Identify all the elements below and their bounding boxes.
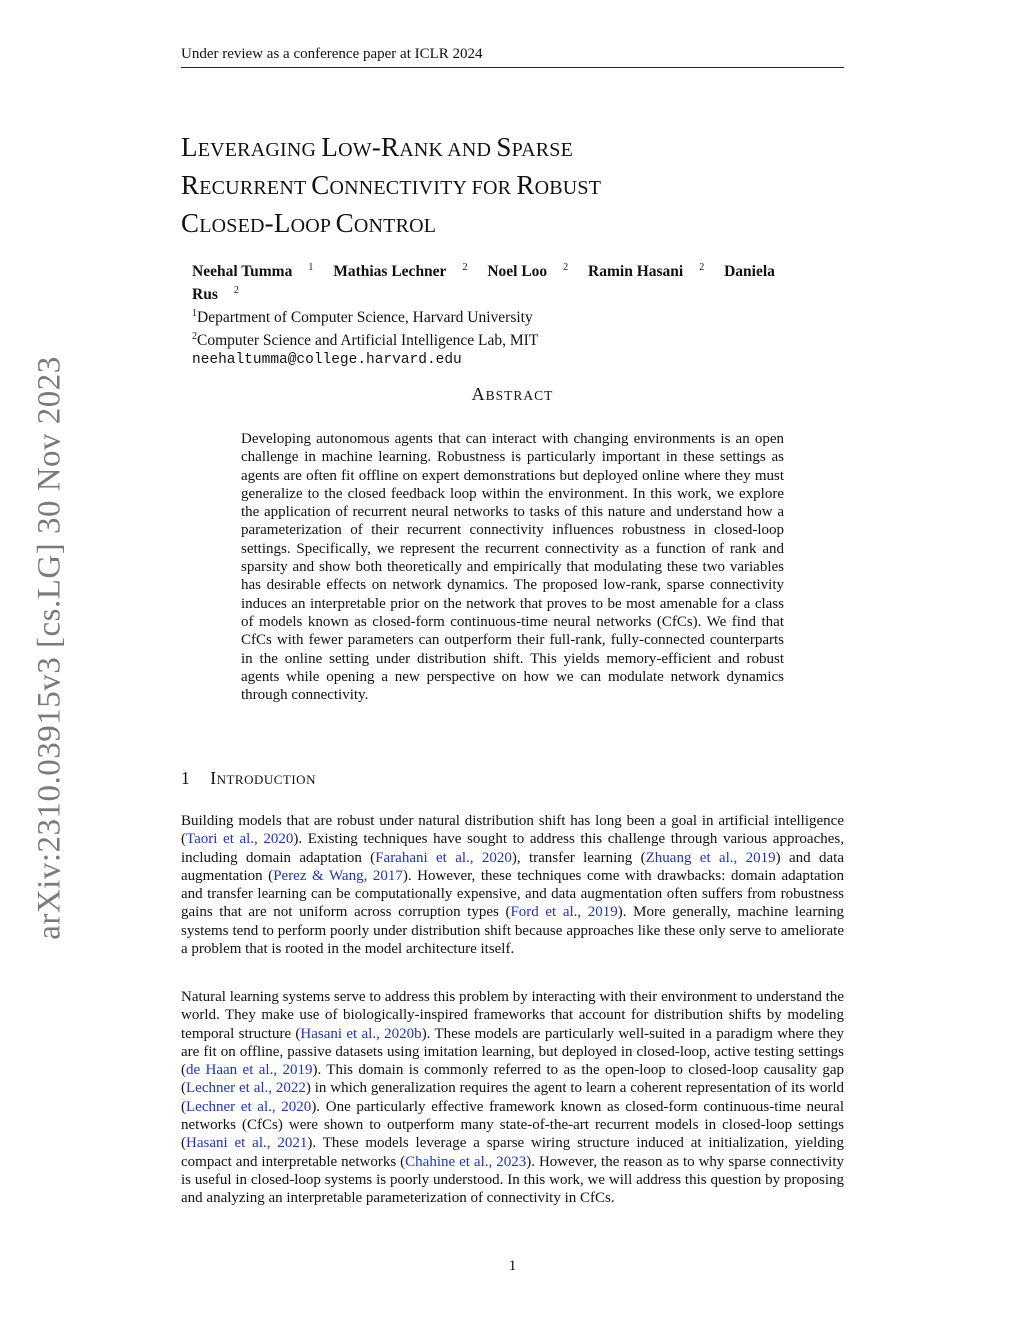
citation-link[interactable]: de Haan et al., 2019 xyxy=(186,1062,313,1079)
author-name: Ramin Hasani $^2$ xyxy=(588,262,705,281)
citation-link[interactable]: Lechner et al., 2020 xyxy=(186,1098,312,1115)
author-name: Mathias Lechner $^2$ xyxy=(333,262,468,281)
paper-title xyxy=(181,130,821,244)
title-line-1: LEVERAGING LOW-RANK AND SPARSE xyxy=(181,132,574,162)
citation-link[interactable]: Farahani et al., 2020 xyxy=(375,849,512,866)
title-line-2: RECURRENT CONNECTIVITY FOR ROBUST xyxy=(181,170,602,200)
citation-link[interactable]: Perez & Wang, 2017 xyxy=(273,867,403,884)
citation-link[interactable]: Hasani et al., 2021 xyxy=(186,1135,308,1152)
author-name: Daniela Rus $^2$ xyxy=(192,263,775,304)
affiliation-2: $^2$Computer Science and Artificial Intelligence Lab, MIT xyxy=(192,331,539,350)
abstract-body: Developing autonomous agents that can interact with changing environments is an open challenge in machine learning. Robustness is particularly important in these settings as agents are often fit offline on expert demonstrations but deployed online where they must generalize to the closed feedback loop within the environment. In this work, we explore the application of recurrent neural networks to tasks of this nature and understand how a parameterization of their recurrent connectivity influences robustness in closed-loop settings. Specifically, we represent the recurrent connectivity as a function of rank and sparsity and show both theoretically and empirically that modulating these two variables has desirable effects on network dynamics. The proposed low-rank, sparse connectivity induces an interpretable prior on the network that proves to be most amenable for a class of models known as closed-form continuous-time neural networks (CfCs). We find that CfCs with fewer parameters can outperform their full-rank, fully-connected counterparts in the online setting under distribution shift. This yields memory-efficient and robust agents while opening a new perspective on how we can modulate network dynamics through connectivity. xyxy=(241,431,784,704)
intro-paragraph-1: Building models that are robust under natural distribution shift has long been a goal in artificial intelligence (Taori et al., 2020). Existing techniques have sought to address this challenge through various approaches, including domain adaptation (Farahani et al., 2020), transfer learning (Zhuang et al., 2019) and data augmentation (Perez & Wang, 2017). However, these techniques come with drawbacks: domain adaptation and transfer learning can be computationally expensive, and data augmentation often suffers from robustness gains that are not uniform across corruption types (Ford et al., 2019). More generally, machine learning systems tend to perform poorly under distribution shift because approaches like these only serve to ameliorate a problem that is rooted in the model architecture itself. xyxy=(181,813,844,958)
author-names xyxy=(192,258,832,304)
author-name: Neehal Tumma $^1$ xyxy=(192,262,314,281)
title-line-3: CLOSED-LOOP CONTROL xyxy=(181,208,437,238)
citation-link[interactable]: Ford et al., 2019 xyxy=(510,904,618,921)
page-number: 1 xyxy=(508,1258,517,1274)
citation-link[interactable]: Taori et al., 2020 xyxy=(186,831,294,848)
author-block xyxy=(192,258,832,370)
arxiv-stamp: arXiv:2310.03915v3 [cs.LG] 30 Nov 2023 xyxy=(31,356,68,940)
affiliation-1: $^1$Department of Computer Science, Harvard University xyxy=(192,308,533,327)
citation-link[interactable]: Lechner et al., 2022 xyxy=(186,1080,306,1097)
section-heading-introduction: 1 INTRODUCTION xyxy=(181,768,316,788)
citation-link[interactable]: Zhuang et al., 2019 xyxy=(645,849,776,866)
abstract-heading: ABSTRACT xyxy=(471,384,554,404)
author-name: Noel Loo $^2$ xyxy=(487,262,569,281)
running-header: Under review as a conference paper at ICLR 2024 xyxy=(181,44,844,68)
citation-link[interactable]: Hasani et al., 2020b xyxy=(300,1025,422,1042)
intro-paragraph-2: Natural learning systems serve to address this problem by interacting with their environment to understand the world. They make use of biologically-inspired frameworks that account for distribution shifts by modeling temporal structure (Hasani et al., 2020b). These models are particularly well-suited in a paradigm where they are fit on offline, passive datasets using imitation learning, but deployed in closed-loop, active testing settings (de Haan et al., 2019). This domain is commonly referred to as the open-loop to closed-loop causality gap (Lechner et al., 2022) in which generalization requires the agent to learn a coherent representation of its world (Lechner et al., 2020). One particularly effective framework known as closed-form continuous-time neural networks (CfCs) were shown to outperform many state-of-the-art recurrent models in closed-loop settings (Hasani et al., 2021). These models leverage a sparse wiring structure induced at initialization, yielding compact and interpretable networks (Chahine et al., 2023). However, the reason as to why sparse connectivity is useful in closed-loop systems is poorly understood. In this work, we will address this question by proposing and analyzing an interpretable parameterization of connectivity in CfCs. xyxy=(181,989,845,1207)
citation-link[interactable]: Chahine et al., 2023 xyxy=(405,1153,527,1170)
author-email[interactable]: neehaltumma@college.harvard.edu xyxy=(192,351,462,368)
